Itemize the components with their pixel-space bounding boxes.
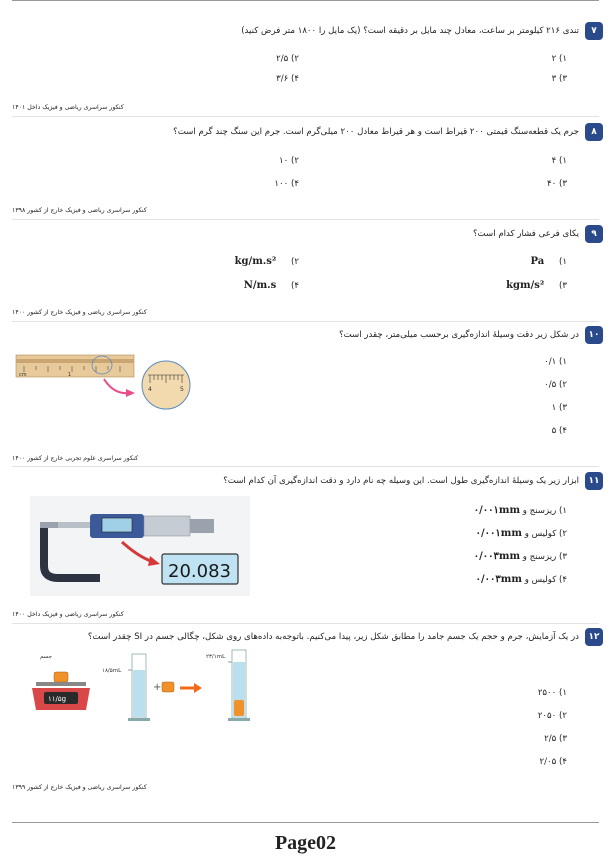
ruler-figure <box>14 349 244 413</box>
option-precision: ۰/۰۰۳mm <box>475 574 522 585</box>
option-1[interactable] <box>531 256 567 267</box>
option-number: ۲) <box>291 257 299 267</box>
ruler-body <box>16 355 134 377</box>
option-1[interactable]: ۱) ۲۵۰۰ <box>537 688 567 698</box>
option-label: ۳) ریزسنج و <box>522 552 567 562</box>
option-2[interactable]: ۲) ۲/۵ <box>276 54 299 64</box>
question-source: کنکور سراسری ریاضی و فیزیک داخل ۱۴۰۰ <box>12 611 124 618</box>
footer-rule <box>12 822 599 823</box>
question-number-badge: ۸ <box>585 123 603 141</box>
option-3[interactable]: ۳) ۱ <box>551 403 567 413</box>
question-number-badge: ۷ <box>585 22 603 40</box>
option-1[interactable]: ۱) ۲ <box>551 54 567 64</box>
question-text: یکای فرعی فشار کدام است؟ <box>473 229 579 239</box>
question-source: کنکور سراسری ریاضی و فیزیک داخل ۱۴۰۱ <box>12 104 124 111</box>
option-4[interactable] <box>244 280 299 291</box>
small-display <box>102 518 132 532</box>
page-label: Page02 <box>274 832 337 854</box>
option-1[interactable] <box>474 505 567 516</box>
divider <box>12 623 599 624</box>
option-3[interactable]: ۳) ۳ <box>551 74 567 84</box>
option-unit: Pa <box>530 256 545 267</box>
ratchet <box>190 519 214 533</box>
question-text: در یک آزمایش، جرم و حجم یک جسم جامد را مطابق شکل زیر، پیدا می‌کنیم. باتوجه‌به داده‌های روی شکل، چگالی جسم در SI چقدر است؟ <box>87 632 579 642</box>
option-3[interactable] <box>474 551 567 562</box>
option-4[interactable] <box>476 574 567 585</box>
option-label: ۴) کولیس و <box>524 575 567 585</box>
density-figure <box>28 648 288 728</box>
option-3[interactable] <box>506 280 567 291</box>
object-label: جسم <box>40 654 52 660</box>
option-2[interactable] <box>235 256 299 267</box>
display-reading: 20.083 <box>168 561 231 582</box>
thimble <box>144 516 190 536</box>
divider <box>12 466 599 467</box>
unit-label: cm <box>19 372 27 378</box>
question-text: جرم یک قطعه‌سنگ قیمتی ۲۰۰ قیراط است و هر قیراط معادل ۲۰۰ میلی‌گرم است. جرم این سنگ چند گرم است؟ <box>173 127 579 137</box>
question-text: در شکل زیر دقت وسیلهٔ اندازه‌گیری برحسب میلی‌متر، چقدر است؟ <box>339 330 579 340</box>
initial-volume-label: ۱۸/۵mL <box>102 668 122 674</box>
plus-sign: + <box>153 682 162 693</box>
question-number-badge: ۱۲ <box>585 628 603 646</box>
option-unit: N/m.s <box>243 280 277 291</box>
scale-reading: ۱۱/۵g <box>48 695 67 703</box>
submerged-object <box>234 700 244 716</box>
option-number: ۱) <box>559 257 567 267</box>
option-4[interactable]: ۴) ۵ <box>551 426 567 436</box>
option-4[interactable]: ۴) ۳/۶ <box>276 74 299 84</box>
option-label: ۱) ریزسنج و <box>522 506 567 516</box>
option-precision: ۰/۰۰۱mm <box>475 528 522 539</box>
option-number: ۳) <box>559 281 567 291</box>
top-rule <box>12 0 599 1</box>
object-copy <box>162 682 174 692</box>
scale-left-label: 4 <box>148 386 152 393</box>
option-unit: kgm/s² <box>506 280 545 291</box>
divider <box>12 219 599 220</box>
option-1[interactable]: ۱) ۰/۱ <box>544 357 567 367</box>
question-source: کنکور سراسری ریاضی و فیزیک خارج از کشور ۱۳۹۹ <box>12 784 147 791</box>
option-unit: kg/m.s² <box>234 256 277 267</box>
option-4[interactable]: ۴) ۱۰۰ <box>274 179 299 189</box>
question-source: کنکور سراسری ریاضی و فیزیک خارج از کشور ۱۴۰۰ <box>12 309 147 316</box>
magnified-view <box>142 361 190 409</box>
question-text: ابزار زیر یک وسیلهٔ اندازه‌گیری طول است. این وسیله چه نام دارد و دقت اندازه‌گیری آن کدام است؟ <box>223 476 579 486</box>
question-source: کنکور سراسری ریاضی و فیزیک خارج از کشور ۱۳۹۸ <box>12 207 147 214</box>
option-precision: ۰/۰۰۱mm <box>473 505 521 516</box>
final-volume-label: ۲۳/۱mL <box>206 654 226 660</box>
question-number-badge: ۱۰ <box>585 326 603 344</box>
option-label: ۲) کولیس و <box>524 529 567 539</box>
divider <box>12 116 599 117</box>
option-4[interactable]: ۴) ۲/۰۵ <box>539 757 567 767</box>
divider <box>12 321 599 322</box>
option-number: ۴) <box>291 281 299 291</box>
option-precision: ۰/۰۰۳mm <box>473 551 521 562</box>
option-2[interactable]: ۲) ۱۰ <box>279 156 299 166</box>
option-2[interactable]: ۲) ۲۰۵۰ <box>537 711 567 721</box>
tick-label: 1 <box>68 372 72 378</box>
option-3[interactable]: ۳) ۴۰ <box>547 179 567 189</box>
question-source: کنکور سراسری علوم تجربی خارج از کشور ۱۴۰۰ <box>12 455 139 462</box>
option-2[interactable] <box>476 528 567 539</box>
object <box>54 672 68 682</box>
question-number-badge: ۹ <box>585 225 603 243</box>
micrometer-figure <box>30 496 250 596</box>
anvil <box>40 522 58 528</box>
spindle <box>58 522 90 528</box>
option-2[interactable]: ۲) ۰/۵ <box>544 380 567 390</box>
question-text: تندی ۲۱۶ کیلومتر بر ساعت، معادل چند مایل بر دقیقه است؟ (یک مایل را ۱۸۰۰ متر فرض کنید) <box>241 26 579 36</box>
scale-right-label: 5 <box>180 386 184 393</box>
option-3[interactable]: ۳) ۲/۵ <box>544 734 567 744</box>
option-1[interactable]: ۱) ۴ <box>551 156 567 166</box>
question-number-badge: ۱۱ <box>585 472 603 490</box>
